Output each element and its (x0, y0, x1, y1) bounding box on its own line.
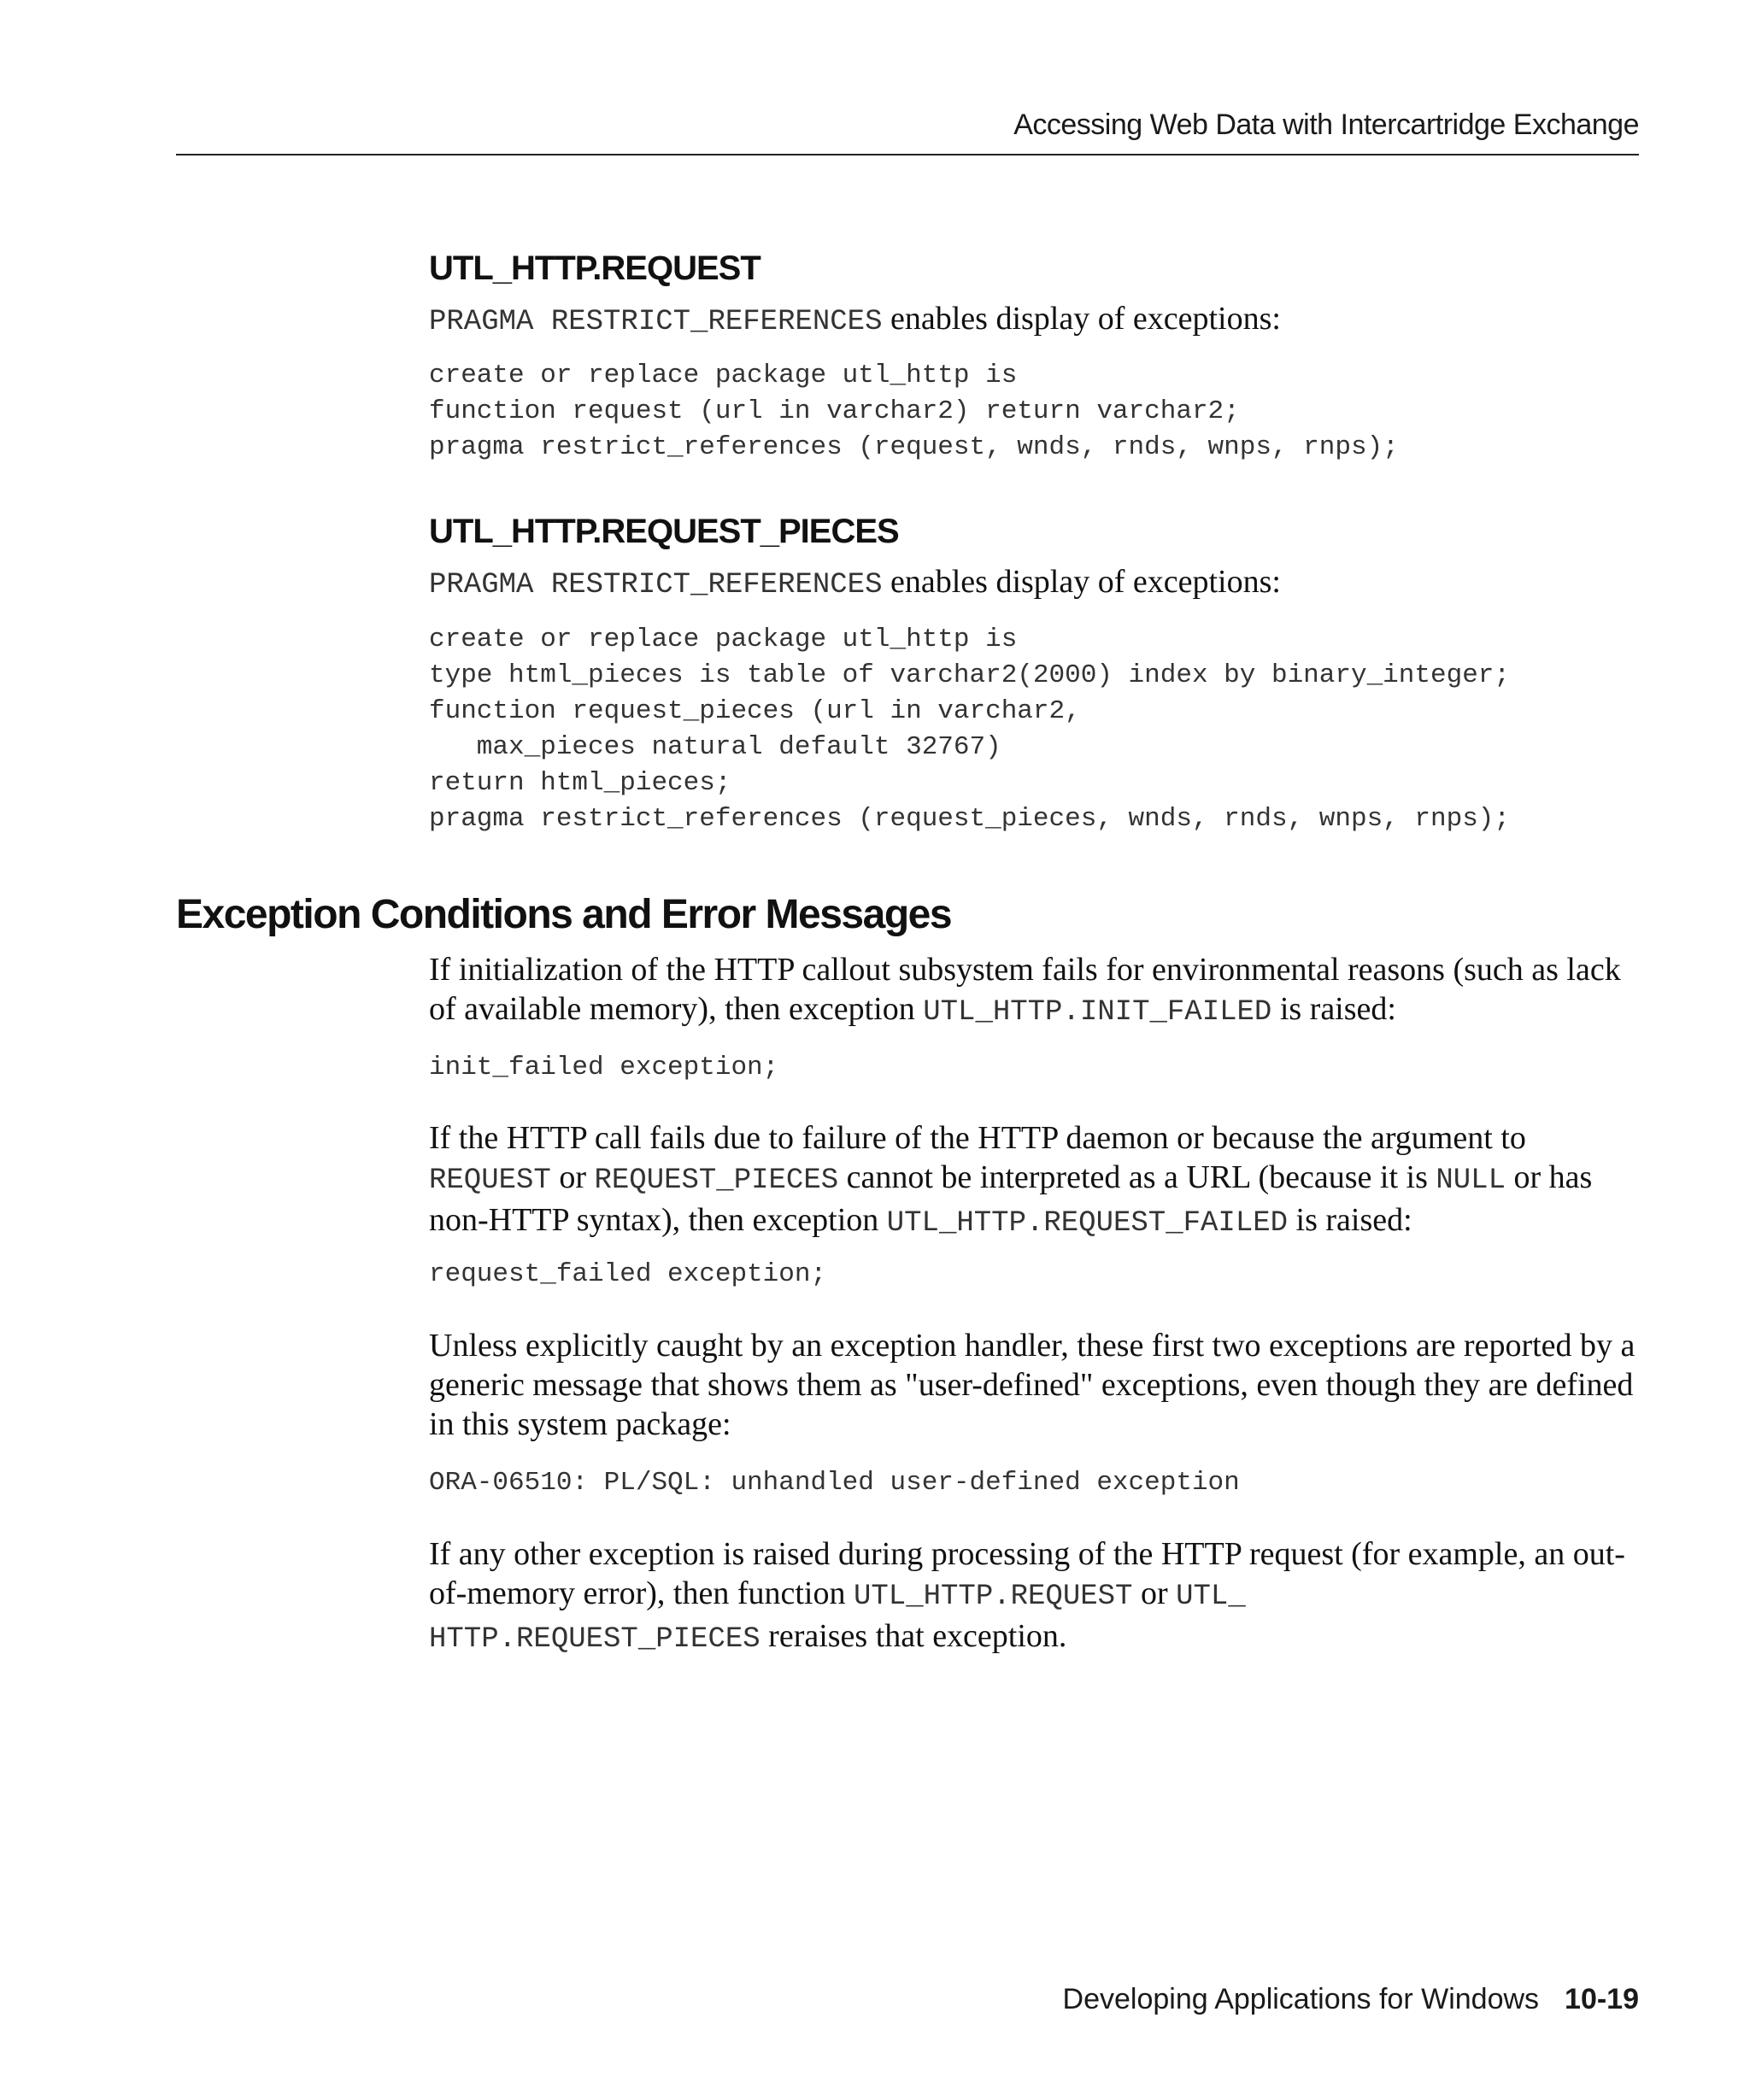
inline-code: UTL_HTTP.INIT_FAILED (923, 996, 1272, 1029)
paragraph-init-failed (429, 950, 1642, 1032)
footer-title: Developing Applications for Windows (1062, 1983, 1540, 2015)
text-run: cannot be interpreted as a URL (because it is (838, 1159, 1436, 1195)
running-header (176, 101, 1639, 155)
running-footer (1063, 1980, 1639, 2018)
text-run: or (1132, 1575, 1177, 1611)
request-intro (429, 299, 1642, 342)
code-line: pragma restrict_references (request, wnds, rnds, wnps, rnps); (429, 432, 1399, 462)
text-run: is raised: (1288, 1202, 1412, 1238)
text-run: reraises that exception. (760, 1618, 1067, 1654)
section-heading-request-pieces: UTL_HTTP.REQUEST_PIECES (429, 513, 899, 550)
inline-code: REQUEST (429, 1164, 551, 1197)
code-line: create or replace package utl_http is (429, 625, 1018, 654)
code-request-failed (429, 1257, 1642, 1293)
inline-code: NULL (1436, 1164, 1506, 1197)
inline-code: HTTP.REQUEST_PIECES (429, 1623, 760, 1656)
text-run: If initialization of the HTTP callout subsystem fails for environmental reasons (such as lack of available memory), then exception (429, 952, 1621, 1027)
inline-code: UTL_ (1176, 1581, 1246, 1613)
text-run: If the HTTP call fails due to failure of the HTTP daemon or because the argument to (429, 1120, 1526, 1156)
intro-text: enables display of exceptions: (882, 301, 1281, 337)
page-number: 10-19 (1565, 1983, 1639, 2015)
code-init-failed (429, 1050, 1642, 1086)
code-line: init_failed exception; (429, 1053, 779, 1082)
text-run: or (550, 1159, 595, 1195)
code-line: pragma restrict_references (request_pieces, wnds, rnds, wnps, rnps); (429, 804, 1511, 834)
code-line: ORA-06510: PL/SQL: unhandled user-defined exception (429, 1468, 1240, 1498)
text-run: If any other exception is raised during processing of the HTTP request (for example, an out-of-memory error), then function (429, 1536, 1625, 1611)
code-line: function request_pieces (url in varchar2, (429, 696, 1081, 726)
pragma-code: PRAGMA RESTRICT_REFERENCES (429, 306, 883, 338)
request-pieces-code-block (429, 622, 1642, 837)
text-run: or has non-HTTP syntax), then exception (429, 1159, 1593, 1238)
text-run: is raised: (1271, 991, 1396, 1027)
inline-code: UTL_HTTP.REQUEST_FAILED (886, 1207, 1289, 1240)
section-heading-exceptions: Exception Conditions and Error Messages (176, 892, 952, 937)
pragma-code: PRAGMA RESTRICT_REFERENCES (429, 569, 883, 601)
user-defined-text: Unless explicitly caught by an exception handler, these first two exceptions are reported by a generic message that shows them as "user-defined" exceptions, even though they are defined in this system package: (429, 1328, 1635, 1442)
inline-code: REQUEST_PIECES (594, 1164, 839, 1197)
paragraph-other-exception (429, 1534, 1642, 1659)
section-heading-request: UTL_HTTP.REQUEST (429, 249, 760, 287)
request-code-block (429, 358, 1642, 466)
request-pieces-intro (429, 562, 1642, 605)
code-line: create or replace package utl_http is (429, 361, 1018, 390)
code-ora-error (429, 1465, 1642, 1501)
header-title: Accessing Web Data with Intercartridge Exchange (1013, 109, 1639, 141)
paragraph-request-failed (429, 1118, 1642, 1243)
code-line: type html_pieces is table of varchar2(2000) index by binary_integer; (429, 660, 1511, 690)
paragraph-user-defined (429, 1326, 1642, 1444)
code-line: return html_pieces; (429, 768, 731, 798)
code-line: function request (url in varchar2) return varchar2; (429, 396, 1240, 426)
intro-text: enables display of exceptions: (882, 564, 1281, 600)
code-line: max_pieces natural default 32767) (429, 732, 1001, 762)
inline-code: UTL_HTTP.REQUEST (854, 1581, 1133, 1613)
code-line: request_failed exception; (429, 1259, 827, 1289)
